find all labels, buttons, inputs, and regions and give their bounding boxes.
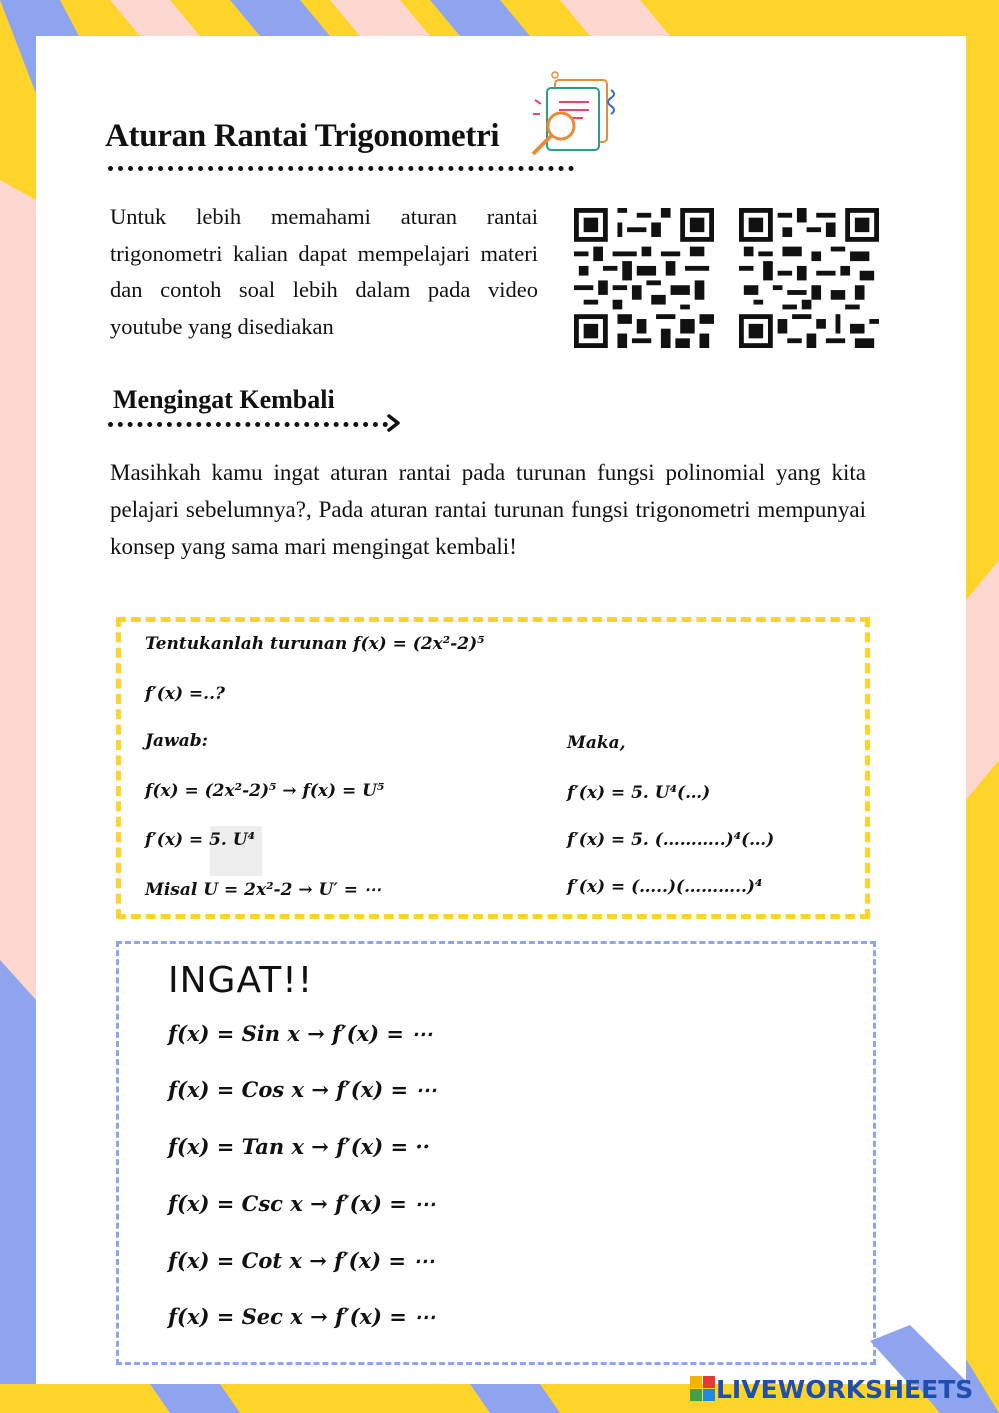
liveworksheets-blocks-icon — [690, 1376, 716, 1402]
document-search-icon — [525, 70, 620, 165]
rule-sec: f(x) = Sec x → f′(x) = ⋯ — [168, 1304, 436, 1329]
example-jawab: Jawab: — [145, 731, 208, 751]
example-ask: f′(x) =..? — [145, 684, 225, 704]
example-line-2: f′(x) = 5. U⁴ — [145, 830, 256, 850]
arrow-right-icon — [384, 414, 402, 432]
title-dotted-underline — [108, 166, 574, 171]
liveworksheets-text: LIVEWORKSHEETS — [716, 1374, 974, 1404]
rule-csc: f(x) = Csc x → f′(x) = ⋯ — [168, 1191, 436, 1216]
rule-cos: f(x) = Cos x → f′(x) = ⋯ — [168, 1077, 437, 1102]
rule-sin: f(x) = Sin x → f′(x) = ⋯ — [168, 1021, 433, 1046]
qr-code-icon[interactable] — [739, 208, 879, 348]
qr-code-icon[interactable] — [574, 208, 714, 348]
example-result-2: f′(x) = 5. (………..)⁴(…) — [567, 830, 775, 850]
section-dotted-underline — [108, 422, 388, 427]
example-line-3: Misal U = 2x²-2 → U′ = ⋯ — [145, 880, 381, 900]
page-title: Aturan Rantai Trigonometri — [105, 118, 500, 154]
ingat-title: INGAT!! — [168, 960, 314, 1001]
example-maka: Maka, — [567, 733, 626, 753]
example-question: Tentukanlah turunan f(x) = (2x²-2)⁵ — [145, 634, 485, 654]
example-result-1: f′(x) = 5. U⁴(…) — [567, 783, 711, 803]
rule-tan: f(x) = Tan x → f′(x) = ·· — [168, 1134, 430, 1159]
section-title: Mengingat Kembali — [113, 385, 335, 414]
recall-paragraph: Masihkah kamu ingat aturan rantai pada turunan fungsi polinomial yang kita pelajari sebelumnya?, Pada aturan rantai turunan fungsi trigonometri mempunyai konsep yang sama mari mengingat kembali! — [110, 460, 866, 559]
liveworksheets-logo[interactable] — [690, 1373, 973, 1405]
intro-text: Untuk lebih memahami aturan rantai trigonometri kalian dapat mempelajari materi dan contoh soal lebih dalam pada video youtube yang disediakan — [110, 204, 538, 339]
example-result-3: f′(x) = (…..)(………..)⁴ — [567, 877, 763, 897]
rule-cot: f(x) = Cot x → f′(x) = ⋯ — [168, 1248, 435, 1273]
example-line-1: f(x) = (2x²-2)⁵ → f(x) = U⁵ — [145, 781, 385, 801]
